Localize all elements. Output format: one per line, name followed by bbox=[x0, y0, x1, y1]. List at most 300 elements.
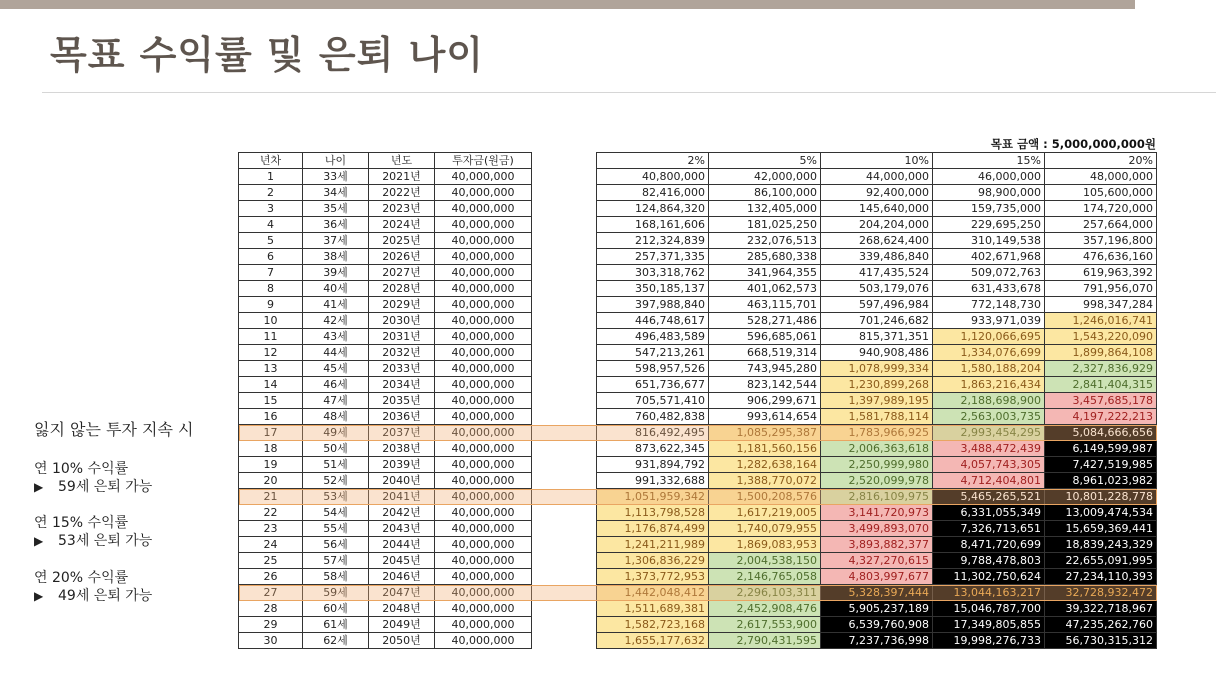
table-cell: 12 bbox=[239, 345, 303, 361]
value-cell: 6,539,760,908 bbox=[821, 617, 933, 633]
table-cell: 33세 bbox=[303, 169, 369, 185]
value-cell: 1,078,999,334 bbox=[821, 361, 933, 377]
table-cell: 2035년 bbox=[369, 393, 435, 409]
table-cell: 40,000,000 bbox=[435, 585, 532, 601]
value-cell: 598,957,526 bbox=[597, 361, 709, 377]
table-cell: 3 bbox=[239, 201, 303, 217]
value-cell: 181,025,250 bbox=[709, 217, 821, 233]
table-row bbox=[239, 521, 532, 537]
table-cell: 2022년 bbox=[369, 185, 435, 201]
value-cell: 46,000,000 bbox=[933, 169, 1045, 185]
value-cell: 56,730,315,312 bbox=[1045, 633, 1157, 649]
table-cell: 34세 bbox=[303, 185, 369, 201]
table-row bbox=[239, 249, 532, 265]
table-row bbox=[597, 457, 1157, 473]
table-cell: 2 bbox=[239, 185, 303, 201]
table-cell: 60세 bbox=[303, 601, 369, 617]
table-row bbox=[239, 217, 532, 233]
table-row bbox=[597, 185, 1157, 201]
value-cell: 2,790,431,595 bbox=[709, 633, 821, 649]
value-cell: 1,783,966,925 bbox=[821, 425, 933, 441]
table-header-row bbox=[239, 153, 532, 169]
table-cell: 2047년 bbox=[369, 585, 435, 601]
table-cell: 49세 bbox=[303, 425, 369, 441]
value-cell: 285,680,338 bbox=[709, 249, 821, 265]
value-cell: 15,046,787,700 bbox=[933, 601, 1045, 617]
table-row bbox=[239, 569, 532, 585]
table-cell: 2037년 bbox=[369, 425, 435, 441]
table-cell: 53세 bbox=[303, 489, 369, 505]
value-cell: 39,322,718,967 bbox=[1045, 601, 1157, 617]
table-cell: 2045년 bbox=[369, 553, 435, 569]
value-cell: 2,296,103,311 bbox=[709, 585, 821, 601]
value-cell: 13,044,163,217 bbox=[933, 585, 1045, 601]
table-cell: 40,000,000 bbox=[435, 345, 532, 361]
value-cell: 310,149,538 bbox=[933, 233, 1045, 249]
table-cell: 35세 bbox=[303, 201, 369, 217]
table-cell: 2050년 bbox=[369, 633, 435, 649]
table-cell: 40,000,000 bbox=[435, 265, 532, 281]
table-cell: 40,000,000 bbox=[435, 489, 532, 505]
table-cell: 56세 bbox=[303, 537, 369, 553]
value-cell: 1,617,219,005 bbox=[709, 505, 821, 521]
table-row bbox=[239, 537, 532, 553]
value-cell: 40,800,000 bbox=[597, 169, 709, 185]
value-cell: 991,332,688 bbox=[597, 473, 709, 489]
value-cell: 3,141,720,973 bbox=[821, 505, 933, 521]
value-cell: 212,324,839 bbox=[597, 233, 709, 249]
table-row bbox=[597, 201, 1157, 217]
value-cell: 257,664,000 bbox=[1045, 217, 1157, 233]
value-cell: 873,622,345 bbox=[597, 441, 709, 457]
rate-column-header: 15% bbox=[933, 153, 1045, 169]
value-cell: 1,051,959,342 bbox=[597, 489, 709, 505]
table-cell: 2043년 bbox=[369, 521, 435, 537]
table-cell: 42세 bbox=[303, 313, 369, 329]
table-cell: 40,000,000 bbox=[435, 521, 532, 537]
table-row bbox=[597, 553, 1157, 569]
value-cell: 446,748,617 bbox=[597, 313, 709, 329]
value-cell: 503,179,076 bbox=[821, 281, 933, 297]
table-row bbox=[239, 409, 532, 425]
value-cell: 619,963,392 bbox=[1045, 265, 1157, 281]
table-cell: 2036년 bbox=[369, 409, 435, 425]
side-note-rate10-result bbox=[34, 478, 152, 496]
value-cell: 2,188,698,900 bbox=[933, 393, 1045, 409]
value-cell: 47,235,262,760 bbox=[1045, 617, 1157, 633]
table-row bbox=[239, 457, 532, 473]
value-cell: 933,971,039 bbox=[933, 313, 1045, 329]
value-cell: 7,326,713,651 bbox=[933, 521, 1045, 537]
value-cell: 124,864,320 bbox=[597, 201, 709, 217]
table-cell: 40,000,000 bbox=[435, 249, 532, 265]
table-cell: 2027년 bbox=[369, 265, 435, 281]
rate15-result-text: 53세 은퇴 가능 bbox=[58, 533, 153, 549]
rate-column-header: 5% bbox=[709, 153, 821, 169]
side-note-heading: 잃지 않는 투자 지속 시 bbox=[34, 420, 194, 439]
value-cell: 174,720,000 bbox=[1045, 201, 1157, 217]
value-cell: 1,869,083,953 bbox=[709, 537, 821, 553]
table-cell: 2040년 bbox=[369, 473, 435, 489]
table-row bbox=[239, 265, 532, 281]
table-cell: 2044년 bbox=[369, 537, 435, 553]
table-cell: 2025년 bbox=[369, 233, 435, 249]
table-cell: 22 bbox=[239, 505, 303, 521]
value-cell: 2,452,908,476 bbox=[709, 601, 821, 617]
value-cell: 341,964,355 bbox=[709, 265, 821, 281]
value-cell: 528,271,486 bbox=[709, 313, 821, 329]
value-cell: 1,500,208,576 bbox=[709, 489, 821, 505]
value-cell: 1,241,211,989 bbox=[597, 537, 709, 553]
table-cell: 40,000,000 bbox=[435, 329, 532, 345]
value-cell: 168,161,606 bbox=[597, 217, 709, 233]
table-cell: 40,000,000 bbox=[435, 281, 532, 297]
table-cell: 13 bbox=[239, 361, 303, 377]
value-cell: 1,899,864,108 bbox=[1045, 345, 1157, 361]
table-cell: 2039년 bbox=[369, 457, 435, 473]
table-cell: 40,000,000 bbox=[435, 473, 532, 489]
value-cell: 159,735,000 bbox=[933, 201, 1045, 217]
table-row bbox=[597, 425, 1157, 441]
table-row bbox=[239, 601, 532, 617]
column-header: 투자금(원금) bbox=[435, 153, 532, 169]
table-cell: 52세 bbox=[303, 473, 369, 489]
table-cell: 41세 bbox=[303, 297, 369, 313]
value-cell: 15,659,369,441 bbox=[1045, 521, 1157, 537]
value-cell: 1,581,788,114 bbox=[821, 409, 933, 425]
value-cell: 132,405,000 bbox=[709, 201, 821, 217]
table-cell: 59세 bbox=[303, 585, 369, 601]
value-cell: 48,000,000 bbox=[1045, 169, 1157, 185]
table-cell: 2049년 bbox=[369, 617, 435, 633]
table-cell: 54세 bbox=[303, 505, 369, 521]
table-cell: 29 bbox=[239, 617, 303, 633]
table-cell: 40,000,000 bbox=[435, 217, 532, 233]
table-cell: 5 bbox=[239, 233, 303, 249]
value-cell: 4,057,743,305 bbox=[933, 457, 1045, 473]
table-row bbox=[239, 281, 532, 297]
column-header: 년차 bbox=[239, 153, 303, 169]
table-cell: 25 bbox=[239, 553, 303, 569]
value-cell: 772,148,730 bbox=[933, 297, 1045, 313]
table-cell: 2026년 bbox=[369, 249, 435, 265]
value-cell: 4,712,404,801 bbox=[933, 473, 1045, 489]
title-divider bbox=[42, 92, 1216, 93]
table-cell: 2042년 bbox=[369, 505, 435, 521]
table-row bbox=[597, 361, 1157, 377]
value-cell: 496,483,589 bbox=[597, 329, 709, 345]
table-cell: 40,000,000 bbox=[435, 569, 532, 585]
value-cell: 42,000,000 bbox=[709, 169, 821, 185]
table-row bbox=[239, 201, 532, 217]
table-cell: 4 bbox=[239, 217, 303, 233]
value-cell: 743,945,280 bbox=[709, 361, 821, 377]
table-row bbox=[239, 345, 532, 361]
value-cell: 816,492,495 bbox=[597, 425, 709, 441]
table-cell: 20 bbox=[239, 473, 303, 489]
table-cell: 40,000,000 bbox=[435, 185, 532, 201]
value-cell: 22,655,091,995 bbox=[1045, 553, 1157, 569]
table-cell: 11 bbox=[239, 329, 303, 345]
value-cell: 5,465,265,521 bbox=[933, 489, 1045, 505]
table-cell: 40,000,000 bbox=[435, 201, 532, 217]
table-cell: 24 bbox=[239, 537, 303, 553]
value-cell: 44,000,000 bbox=[821, 169, 933, 185]
table-row bbox=[239, 425, 532, 441]
table-cell: 2033년 bbox=[369, 361, 435, 377]
investment-schedule-table bbox=[238, 152, 532, 649]
table-cell: 40,000,000 bbox=[435, 425, 532, 441]
value-cell: 2,520,099,978 bbox=[821, 473, 933, 489]
value-cell: 4,803,997,677 bbox=[821, 569, 933, 585]
value-cell: 1,334,076,699 bbox=[933, 345, 1045, 361]
column-header: 년도 bbox=[369, 153, 435, 169]
value-cell: 993,614,654 bbox=[709, 409, 821, 425]
table-cell: 15 bbox=[239, 393, 303, 409]
table-row bbox=[239, 441, 532, 457]
arrow-icon: ▶ bbox=[34, 589, 44, 603]
value-cell: 1,397,989,195 bbox=[821, 393, 933, 409]
table-cell: 40,000,000 bbox=[435, 361, 532, 377]
value-cell: 417,435,524 bbox=[821, 265, 933, 281]
table-cell: 2021년 bbox=[369, 169, 435, 185]
table-cell: 46세 bbox=[303, 377, 369, 393]
value-cell: 401,062,573 bbox=[709, 281, 821, 297]
table-cell: 43세 bbox=[303, 329, 369, 345]
table-cell: 48세 bbox=[303, 409, 369, 425]
side-note-rate20: 연 20% 수익률 bbox=[34, 570, 129, 586]
table-cell: 40,000,000 bbox=[435, 313, 532, 329]
value-cell: 1,388,770,072 bbox=[709, 473, 821, 489]
value-cell: 2,993,454,295 bbox=[933, 425, 1045, 441]
table-row bbox=[239, 553, 532, 569]
value-cell: 7,427,519,985 bbox=[1045, 457, 1157, 473]
value-cell: 303,318,762 bbox=[597, 265, 709, 281]
value-cell: 350,185,137 bbox=[597, 281, 709, 297]
value-cell: 1,543,220,090 bbox=[1045, 329, 1157, 345]
value-cell: 92,400,000 bbox=[821, 185, 933, 201]
table-cell: 21 bbox=[239, 489, 303, 505]
table-cell: 44세 bbox=[303, 345, 369, 361]
table-row bbox=[597, 505, 1157, 521]
value-cell: 10,801,228,778 bbox=[1045, 489, 1157, 505]
value-cell: 4,197,222,213 bbox=[1045, 409, 1157, 425]
table-row bbox=[239, 313, 532, 329]
table-cell: 55세 bbox=[303, 521, 369, 537]
value-cell: 2,004,538,150 bbox=[709, 553, 821, 569]
value-cell: 5,328,397,444 bbox=[821, 585, 933, 601]
table-cell: 2029년 bbox=[369, 297, 435, 313]
table-cell: 2038년 bbox=[369, 441, 435, 457]
table-cell: 23 bbox=[239, 521, 303, 537]
value-cell: 815,371,351 bbox=[821, 329, 933, 345]
value-cell: 509,072,763 bbox=[933, 265, 1045, 281]
value-cell: 6,331,055,349 bbox=[933, 505, 1045, 521]
rate-column-header: 2% bbox=[597, 153, 709, 169]
table-row bbox=[597, 569, 1157, 585]
value-cell: 1,580,188,204 bbox=[933, 361, 1045, 377]
table-row bbox=[597, 345, 1157, 361]
table-row bbox=[597, 233, 1157, 249]
table-cell: 18 bbox=[239, 441, 303, 457]
value-cell: 931,894,792 bbox=[597, 457, 709, 473]
value-cell: 5,084,666,656 bbox=[1045, 425, 1157, 441]
target-amount-label: 목표 금액 : 5,000,000,000원 bbox=[990, 137, 1156, 151]
table-row bbox=[239, 489, 532, 505]
table-row bbox=[597, 601, 1157, 617]
value-cell: 268,624,400 bbox=[821, 233, 933, 249]
value-cell: 2,327,836,929 bbox=[1045, 361, 1157, 377]
table-row bbox=[239, 393, 532, 409]
table-row bbox=[597, 393, 1157, 409]
table-cell: 40,000,000 bbox=[435, 633, 532, 649]
table-cell: 6 bbox=[239, 249, 303, 265]
table-cell: 38세 bbox=[303, 249, 369, 265]
value-cell: 1,085,295,387 bbox=[709, 425, 821, 441]
value-cell: 705,571,410 bbox=[597, 393, 709, 409]
table-cell: 2048년 bbox=[369, 601, 435, 617]
value-cell: 3,488,472,439 bbox=[933, 441, 1045, 457]
table-cell: 2031년 bbox=[369, 329, 435, 345]
value-cell: 760,482,838 bbox=[597, 409, 709, 425]
value-cell: 668,519,314 bbox=[709, 345, 821, 361]
value-cell: 17,349,805,855 bbox=[933, 617, 1045, 633]
table-cell: 10 bbox=[239, 313, 303, 329]
table-cell: 40,000,000 bbox=[435, 409, 532, 425]
table-row bbox=[597, 329, 1157, 345]
table-cell: 40,000,000 bbox=[435, 537, 532, 553]
value-cell: 357,196,800 bbox=[1045, 233, 1157, 249]
table-row bbox=[239, 473, 532, 489]
value-cell: 3,499,893,070 bbox=[821, 521, 933, 537]
table-row bbox=[239, 617, 532, 633]
table-cell: 2041년 bbox=[369, 489, 435, 505]
table-cell: 2032년 bbox=[369, 345, 435, 361]
table-cell: 57세 bbox=[303, 553, 369, 569]
table-row bbox=[597, 473, 1157, 489]
table-row bbox=[597, 297, 1157, 313]
value-cell: 2,816,109,975 bbox=[821, 489, 933, 505]
value-cell: 8,961,023,982 bbox=[1045, 473, 1157, 489]
value-cell: 232,076,513 bbox=[709, 233, 821, 249]
value-cell: 3,893,882,377 bbox=[821, 537, 933, 553]
table-row bbox=[239, 585, 532, 601]
rate-column-header: 20% bbox=[1045, 153, 1157, 169]
value-cell: 18,839,243,329 bbox=[1045, 537, 1157, 553]
table-row bbox=[597, 249, 1157, 265]
table-row bbox=[597, 489, 1157, 505]
rate20-result-text: 49세 은퇴 가능 bbox=[58, 588, 153, 604]
table-row bbox=[239, 377, 532, 393]
table-cell: 27 bbox=[239, 585, 303, 601]
table-cell: 58세 bbox=[303, 569, 369, 585]
value-cell: 1,511,689,381 bbox=[597, 601, 709, 617]
table-cell: 40,000,000 bbox=[435, 169, 532, 185]
value-cell: 547,213,261 bbox=[597, 345, 709, 361]
value-cell: 98,900,000 bbox=[933, 185, 1045, 201]
value-cell: 5,905,237,189 bbox=[821, 601, 933, 617]
value-cell: 998,347,284 bbox=[1045, 297, 1157, 313]
value-cell: 1,740,079,955 bbox=[709, 521, 821, 537]
value-cell: 397,988,840 bbox=[597, 297, 709, 313]
table-row bbox=[597, 441, 1157, 457]
top-accent-bar bbox=[0, 0, 1135, 9]
value-cell: 631,433,678 bbox=[933, 281, 1045, 297]
table-cell: 19 bbox=[239, 457, 303, 473]
value-cell: 597,496,984 bbox=[821, 297, 933, 313]
table-row bbox=[597, 633, 1157, 649]
table-cell: 2046년 bbox=[369, 569, 435, 585]
table-cell: 40,000,000 bbox=[435, 377, 532, 393]
table-cell: 51세 bbox=[303, 457, 369, 473]
table-cell: 37세 bbox=[303, 233, 369, 249]
value-cell: 3,457,685,178 bbox=[1045, 393, 1157, 409]
table-cell: 16 bbox=[239, 409, 303, 425]
value-cell: 940,908,486 bbox=[821, 345, 933, 361]
value-cell: 6,149,599,987 bbox=[1045, 441, 1157, 457]
value-cell: 2,617,553,900 bbox=[709, 617, 821, 633]
rate10-result-text: 59세 은퇴 가능 bbox=[58, 479, 153, 495]
value-cell: 105,600,000 bbox=[1045, 185, 1157, 201]
value-cell: 1,282,638,164 bbox=[709, 457, 821, 473]
page-title: 목표 수익률 및 은퇴 나이 bbox=[50, 33, 484, 77]
table-row bbox=[239, 633, 532, 649]
table-cell: 30 bbox=[239, 633, 303, 649]
table-cell: 2023년 bbox=[369, 201, 435, 217]
value-cell: 701,246,682 bbox=[821, 313, 933, 329]
table-cell: 17 bbox=[239, 425, 303, 441]
value-cell: 19,998,276,733 bbox=[933, 633, 1045, 649]
value-cell: 86,100,000 bbox=[709, 185, 821, 201]
table-row bbox=[239, 505, 532, 521]
value-cell: 1,120,066,695 bbox=[933, 329, 1045, 345]
value-cell: 7,237,736,998 bbox=[821, 633, 933, 649]
value-cell: 257,371,335 bbox=[597, 249, 709, 265]
table-row bbox=[597, 537, 1157, 553]
value-cell: 1,230,899,268 bbox=[821, 377, 933, 393]
table-cell: 45세 bbox=[303, 361, 369, 377]
table-cell: 47세 bbox=[303, 393, 369, 409]
value-cell: 32,728,932,472 bbox=[1045, 585, 1157, 601]
table-row bbox=[597, 521, 1157, 537]
table-row bbox=[597, 281, 1157, 297]
table-cell: 14 bbox=[239, 377, 303, 393]
table-cell: 40,000,000 bbox=[435, 457, 532, 473]
table-cell: 2030년 bbox=[369, 313, 435, 329]
value-cell: 906,299,671 bbox=[709, 393, 821, 409]
table-cell: 40,000,000 bbox=[435, 441, 532, 457]
table-cell: 26 bbox=[239, 569, 303, 585]
side-note-rate15: 연 15% 수익률 bbox=[34, 515, 129, 531]
arrow-icon: ▶ bbox=[34, 534, 44, 548]
column-header: 나이 bbox=[303, 153, 369, 169]
value-cell: 2,006,363,618 bbox=[821, 441, 933, 457]
table-cell: 2024년 bbox=[369, 217, 435, 233]
value-cell: 2,146,765,058 bbox=[709, 569, 821, 585]
value-cell: 1,655,177,632 bbox=[597, 633, 709, 649]
table-row bbox=[239, 169, 532, 185]
value-cell: 651,736,677 bbox=[597, 377, 709, 393]
side-note-rate10: 연 10% 수익률 bbox=[34, 461, 129, 477]
value-cell: 1,863,216,434 bbox=[933, 377, 1045, 393]
value-cell: 476,636,160 bbox=[1045, 249, 1157, 265]
value-cell: 1,373,772,953 bbox=[597, 569, 709, 585]
value-cell: 2,563,003,735 bbox=[933, 409, 1045, 425]
table-cell: 40,000,000 bbox=[435, 297, 532, 313]
table-cell: 40,000,000 bbox=[435, 233, 532, 249]
table-cell: 9 bbox=[239, 297, 303, 313]
value-cell: 145,640,000 bbox=[821, 201, 933, 217]
